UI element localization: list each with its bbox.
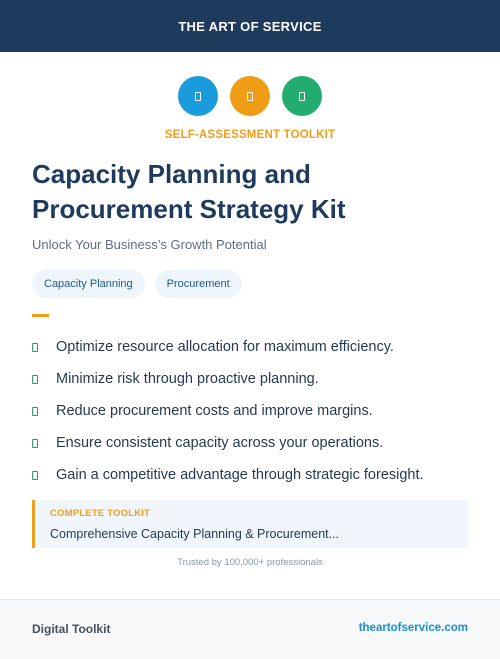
tag-procurement[interactable]: Procurement (155, 270, 242, 298)
benefit-item (32, 427, 424, 459)
benefit-list (32, 331, 424, 491)
footer-product-type: Digital Toolkit (32, 622, 111, 636)
orange-badge-icon (230, 76, 270, 116)
benefit-item (32, 363, 424, 395)
tag-list (32, 270, 242, 298)
page-subtitle: Unlock Your Business’s Growth Potential (32, 237, 267, 252)
accent-divider (32, 314, 49, 317)
tag-capacity-planning[interactable]: Capacity Planning (32, 270, 145, 298)
trust-line: Trusted by 100,000+ professionals (177, 557, 323, 568)
page-footer (0, 599, 500, 659)
benefit-text: Reduce procurement costs and improve margins. (56, 403, 373, 419)
check-icon (32, 471, 38, 480)
brand-name: THE ART OF SERVICE (178, 18, 322, 34)
benefit-text: Gain a competitive advantage through strategic foresight. (56, 467, 424, 483)
brand-header (0, 0, 500, 52)
icon-row (0, 76, 500, 116)
check-icon (32, 439, 38, 448)
complete-toolkit-callout[interactable] (32, 500, 468, 548)
benefit-text: Minimize risk through proactive planning. (56, 371, 319, 387)
check-icon (32, 407, 38, 416)
toolkit-kicker: SELF-ASSESSMENT TOOLKIT (164, 129, 336, 141)
benefit-text: Optimize resource allocation for maximum efficiency. (56, 339, 394, 355)
benefit-item (32, 459, 424, 491)
blue-badge-icon (178, 76, 218, 116)
green-badge-icon (282, 76, 322, 116)
page-title: Capacity Planning and Procurement Strategy Kit (32, 159, 346, 224)
callout-label: COMPLETE TOOLKIT (50, 508, 151, 519)
callout-text: Comprehensive Capacity Planning & Procurement... (50, 527, 340, 541)
benefit-item (32, 331, 424, 363)
check-icon (32, 375, 38, 384)
check-icon (32, 343, 38, 352)
benefit-item (32, 395, 424, 427)
website-link[interactable]: theartofservice.com (358, 622, 468, 634)
benefit-text: Ensure consistent capacity across your operations. (56, 435, 384, 451)
